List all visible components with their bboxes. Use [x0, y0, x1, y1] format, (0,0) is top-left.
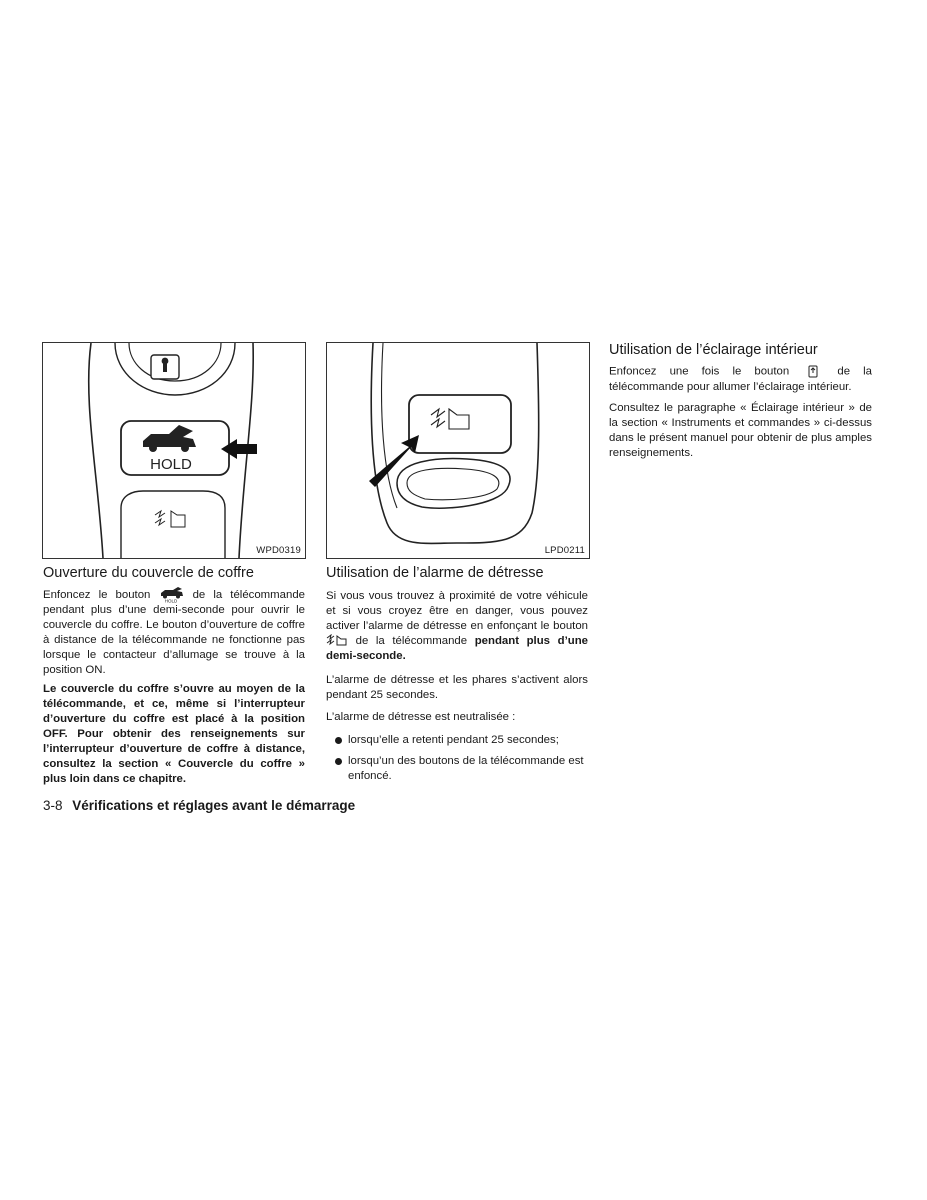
list-item — [326, 754, 588, 784]
paragraph-trunk-note: Le couvercle du coffre s’ouvre au moyen de la télécommande, et ce, même si l’interrupteur d’ouverture du coffre est placé à la position OFF. Pour obtenir des renseignements sur l’interrupteur d’ouverture de coffre à distance, consultez la section « Couvercle du coffre » plus loin dans ce chapitre. — [43, 683, 305, 785]
panic-button-shape — [409, 395, 511, 453]
list-item-text: lorsqu’elle a retenti pendant 25 secondes; — [348, 734, 559, 746]
paragraph-panic-duration: L’alarme de détresse et les phares s’activent alors pendant 25 secondes. — [326, 674, 588, 701]
trunk-hold-icon — [158, 587, 184, 603]
hold-label: HOLD — [150, 456, 192, 473]
section-heading-panic: Utilisation de l’alarme de détresse — [326, 565, 544, 581]
figure-panic-button — [326, 342, 590, 559]
text-run: Enfoncez le bouton — [43, 589, 151, 602]
figure-trunk-button — [42, 342, 306, 559]
paragraph-light-reference: Consultez le paragraphe « Éclairage intérieur » de la section « Instruments et commandes » ci-dessus dans le présent manuel pour obtenir de plus amples renseignements. — [609, 402, 872, 459]
text-run: Si vous vous trouvez à proximité de votre véhicule et si vous croyez être en danger, vous pouvez activer l’alarme de détresse en enfonçant le bouton — [326, 590, 588, 632]
text-run: de la télécommande pour allumer l’éclairage intérieur. — [609, 365, 872, 393]
paragraph-panic-cancel: L’alarme de détresse est neutralisée : — [326, 711, 516, 723]
text-run-bold: pendant plus d’une demi-seconde. — [326, 635, 588, 662]
paragraph-panic-intro — [326, 589, 588, 664]
pointer-arrow — [369, 435, 419, 487]
panic-icon — [326, 634, 348, 647]
page-footer — [43, 797, 355, 815]
chapter-title: Vérifications et réglages avant le démarrage — [72, 798, 356, 813]
paragraph-trunk-intro — [43, 587, 305, 678]
interior-light-icon — [802, 364, 824, 379]
figure-code: LPD0211 — [544, 545, 585, 556]
panic-cancel-list — [326, 733, 588, 790]
section-heading-trunk: Ouverture du couvercle de coffre — [43, 565, 254, 581]
figure-code: WPD0319 — [256, 545, 301, 556]
list-item — [326, 733, 588, 748]
section-heading-interior-light: Utilisation de l’éclairage intérieur — [609, 342, 818, 358]
panic-icon — [155, 511, 185, 527]
text-run: de la télécommande pendant plus d’une demi-seconde pour ouvrir le couvercle du coffre. Le bouton d’ouverture de coffre à distance de la télécommande ne fonctionne pas lorsque le contacteur d’allumage se trouve à la position ON. — [43, 589, 306, 677]
remote-panic-illustration — [327, 343, 589, 558]
text-run: de la télécommande — [355, 635, 468, 647]
bullet-icon — [335, 758, 342, 765]
bullet-icon — [335, 737, 342, 744]
text-run: Enfoncez une fois le bouton — [609, 365, 790, 378]
paragraph-light-intro — [609, 364, 872, 395]
remote-trunk-illustration — [43, 343, 305, 558]
list-item-text: lorsqu’un des boutons de la télécommande est enfoncé. — [348, 755, 584, 782]
page-number: 3-8 — [43, 798, 63, 813]
trunk-hold-icon-label: HOLD — [165, 598, 178, 603]
